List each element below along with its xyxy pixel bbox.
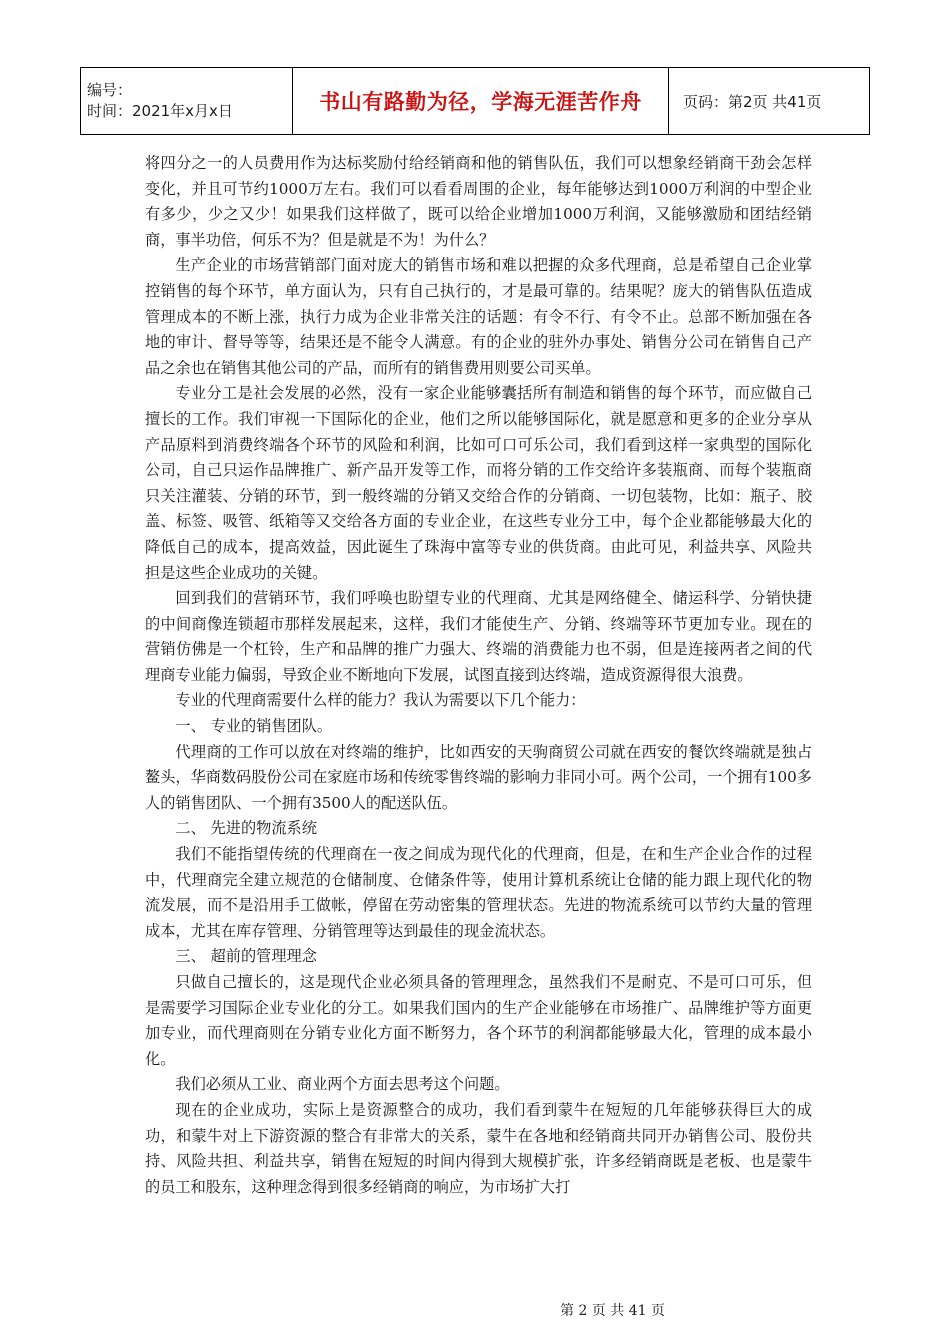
paragraph-8: 只做自己擅长的，这是现代企业必须具备的管理理念，虽然我们不是耐克、不是可口可乐，但是需要学习国际企业专业化的分工。如果我们国内的生产企业能够在市场推广、品牌维护等方面更加专业，而代理商则在分销专业化方面不断努力，各个环节的利润都能够最大化，管理的成本最小化。 <box>145 973 812 1068</box>
page-footer: 第 2 页 共 41 页 <box>560 1303 665 1319</box>
paragraph-7: 我们不能指望传统的代理商在一夜之间成为现代化的代理商，但是，在和生产企业合作的过程中，代理商完全建立规范的仓储制度、仓储条件等，使用计算机系统让仓储的能力跟上现代化的物流发展，而不是沿用手工做帐，停留在劳动密集的管理状态。先进的物流系统可以节约大量的管理成本，尤其在库存管理、分销管理等达到最佳的现金流状态。 <box>145 845 812 940</box>
section-heading-2: 二、 先进的物流系统 <box>175 819 317 838</box>
section-heading-3: 三、 超前的管理理念 <box>175 947 317 966</box>
paragraph-4: 回到我们的营销环节，我们呼唤也盼望专业的代理商、尤其是网络健全、储运科学、分销快捷的中间商像连锁超市那样发展起来，这样，我们才能使生产、分销、终端等环节更加专业。现在的营销仿佛是一个杠铃，生产和品牌的推广力强大、终端的消费能力也不弱，但是连接两者之间的代理商专业能力偏弱，导致企业不断地向下发展，试图直接到达终端，造成资源得很大浪费。 <box>145 589 812 684</box>
paragraph-6: 代理商的工作可以放在对终端的维护，比如西安的天驹商贸公司就在西安的餐饮终端就是独占鳌头，华商数码股份公司在家庭市场和传统零售终端的影响力非同小可。两个公司，一个拥有100多人的销售团队、一个拥有3500人的配送队伍。 <box>145 742 812 812</box>
section-heading-1: 一、 专业的销售团队。 <box>175 717 333 736</box>
document-body <box>145 151 812 1200</box>
header-date: 时间：2021年x月x日 <box>87 102 233 120</box>
header-meta-cell <box>81 68 293 135</box>
header-page-info: 页码：第2页 共41页 <box>669 68 870 135</box>
paragraph-2: 生产企业的市场营销部门面对庞大的销售市场和难以把握的众多代理商，总是希望自己企业掌控销售的每个环节，单方面认为，只有自己执行的，才是最可靠的。结果呢？庞大的销售队伍造成管理成本的不断上涨，执行力成为企业非常关注的话题：有令不行、有令不止。总部不断加强在各地的审计、督导等等，结果还是不能令人满意。有的企业的驻外办事处、销售分公司在销售自己产品之余也在销售其他公司的产品，而所有的销售费用则要公司买单。 <box>145 256 812 377</box>
paragraph-10: 现在的企业成功，实际上是资源整合的成功，我们看到蒙牛在短短的几年能够获得巨大的成功，和蒙牛对上下游资源的整合有非常大的关系，蒙牛在各地和经销商共同开办销售公司、股份共持、风险共担、利益共享，销售在短短的时间内得到大规模扩张，许多经销商既是老板、也是蒙牛的员工和股东，这种理念得到很多经销商的响应，为市场扩大打 <box>145 1100 812 1196</box>
header-code-label: 编号： <box>87 81 133 99</box>
header-motto: 书山有路勤为径，学海无涯苦作舟 <box>293 68 669 135</box>
paragraph-1: 将四分之一的人员费用作为达标奖励付给经销商和他的销售队伍，我们可以想象经销商干劲会怎样变化，并且可节约1000万左右。我们可以看看周围的企业，每年能够达到1000万利润的中型企业有多少，少之又少！如果我们这样做了，既可以给企业增加1000万利润，又能够激励和团结经销商，事半功倍，何乐不为？但是就是不为！为什么？ <box>145 154 812 249</box>
paragraph-5: 专业的代理商需要什么样的能力？我认为需要以下几个能力： <box>175 691 586 710</box>
paragraph-3: 专业分工是社会发展的必然，没有一家企业能够囊括所有制造和销售的每个环节，而应做自己擅长的工作。我们审视一下国际化的企业，他们之所以能够国际化，就是愿意和更多的企业分享从产品原料到消费终端各个环节的风险和利润，比如可口可乐公司，我们看到这样一家典型的国际化公司，自己只运作品牌推广、新产品开发等工作，而将分销的工作交给许多装瓶商、而每个装瓶商只关注灌装、分销的环节，到一般终端的分销又交给合作的分销商、一切包装物，比如：瓶子、胶盖、标签、吸管、纸箱等又交给各方面的专业企业，在这些专业分工中，每个企业都能够最大化的降低自己的成本，提高效益，因此诞生了珠海中富等专业的供货商。由此可见，利益共享、风险共担是这些企业成功的关键。 <box>145 384 812 582</box>
paragraph-9: 我们必须从工业、商业两个方面去思考这个问题。 <box>175 1075 510 1094</box>
page-header <box>80 67 870 135</box>
